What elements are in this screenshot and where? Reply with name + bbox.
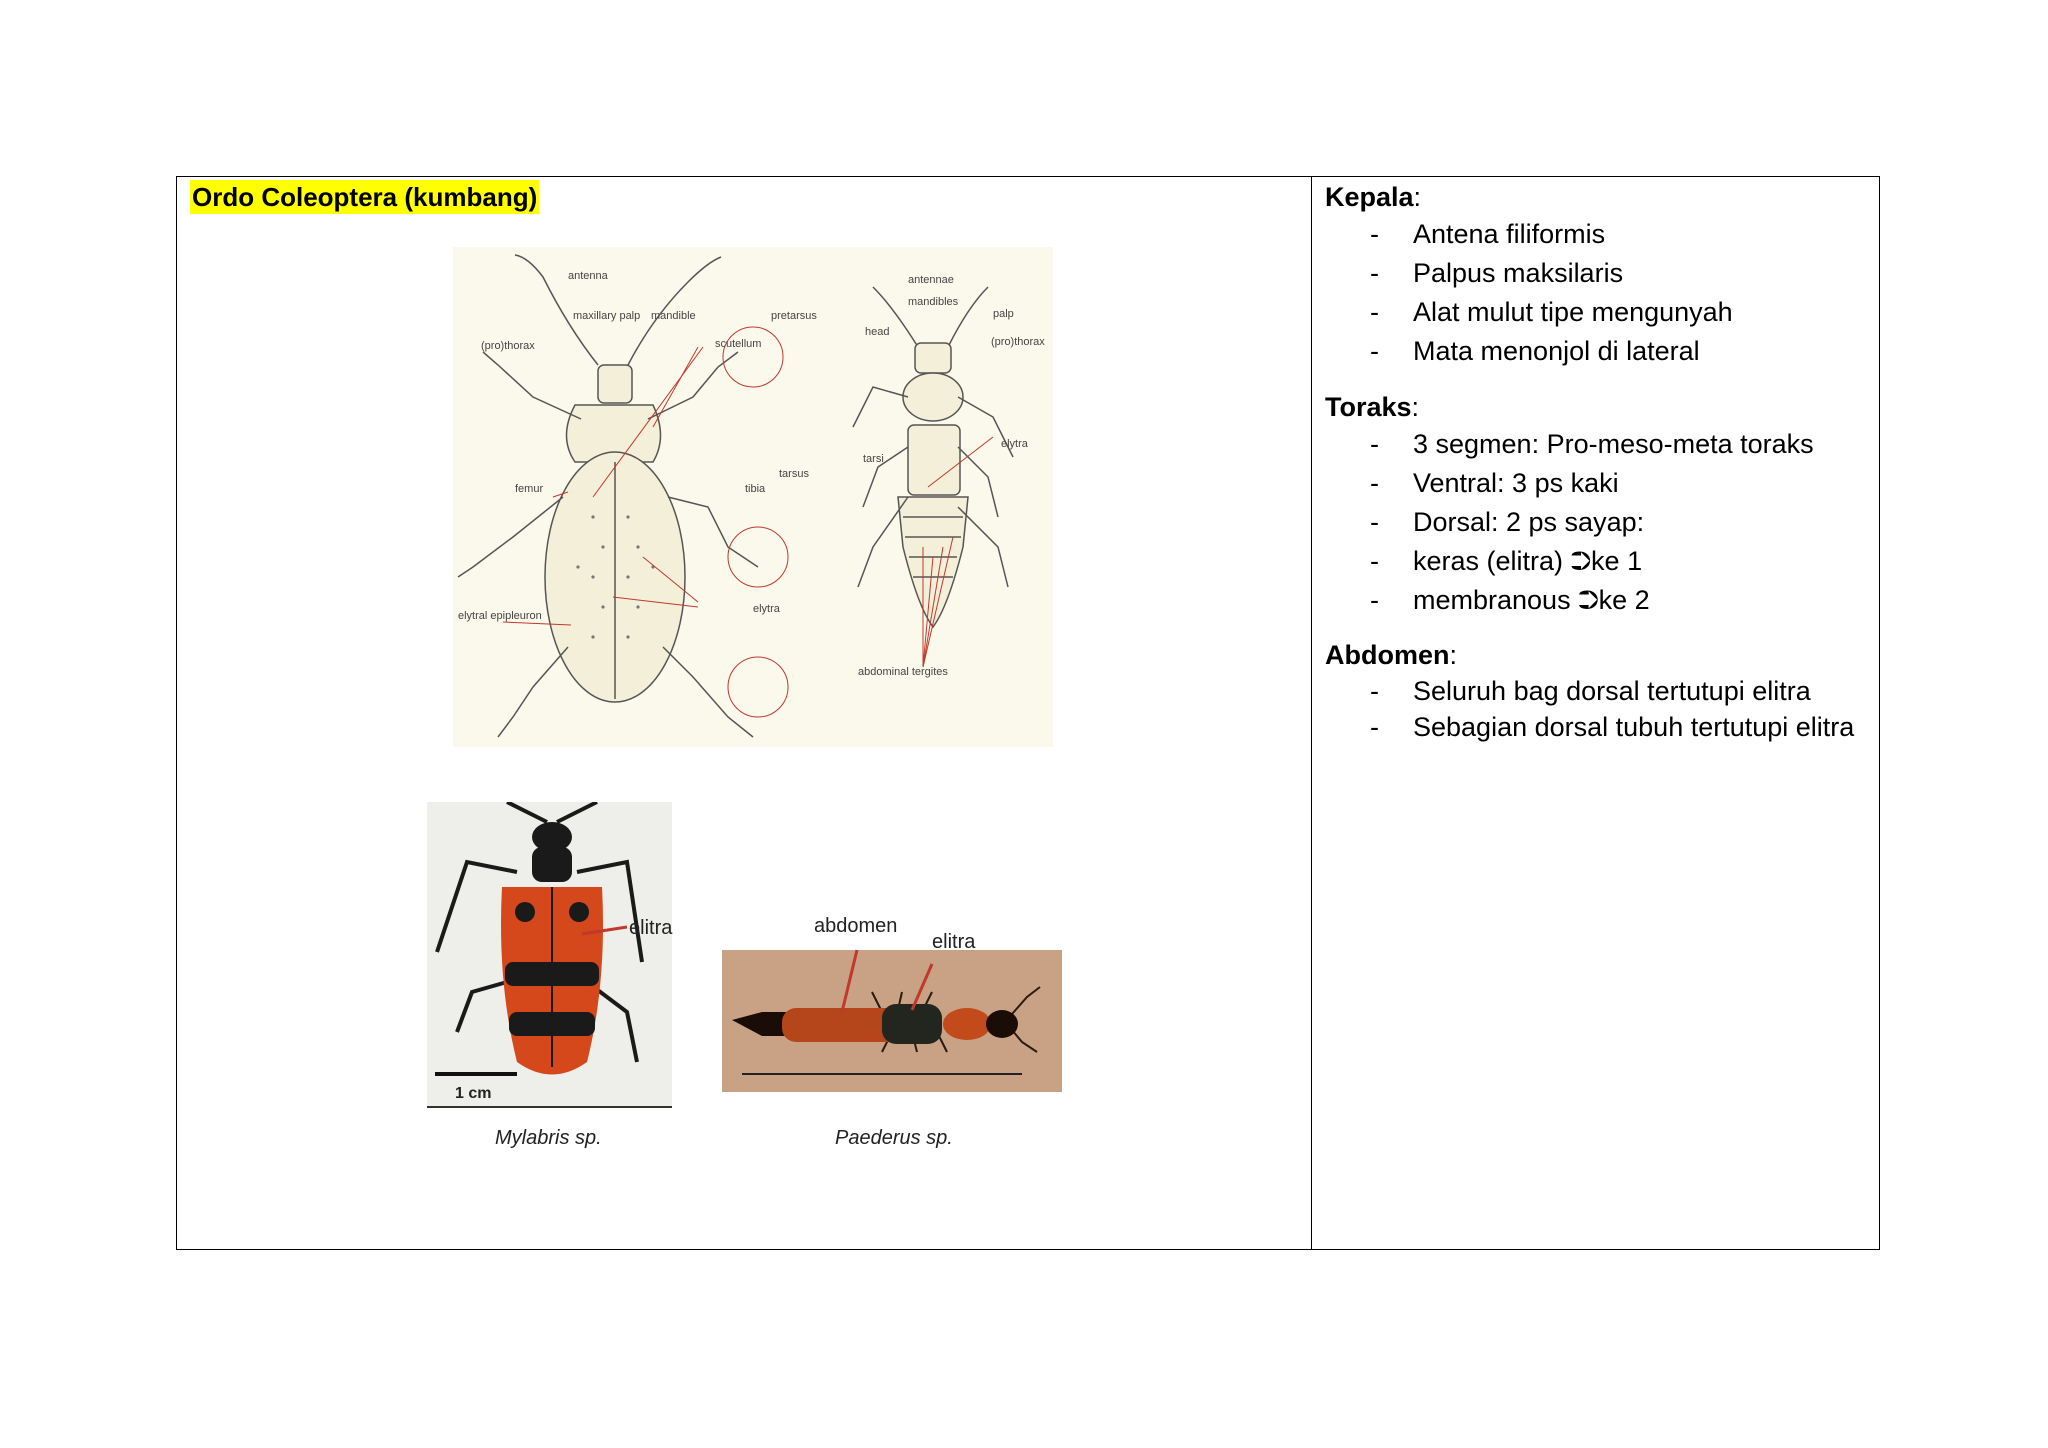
list-item: - Sebagian dorsal tubuh tertutupi elitra: [1370, 712, 1855, 742]
label-maxillary-palp: maxillary palp: [573, 310, 641, 322]
list-item: - Ventral: 3 ps kaki: [1370, 468, 1619, 498]
label-antenna: antenna: [568, 270, 608, 282]
paederus-caption: Paederus sp.: [835, 1127, 953, 1149]
label-tarsi: tarsi: [863, 453, 884, 465]
scale-bar-label: 1 cm: [455, 1085, 492, 1102]
toraks-section: [1325, 389, 1814, 620]
label-elytra-2: elytra: [1001, 438, 1028, 450]
label-palp: palp: [993, 308, 1014, 320]
right-cell: [1312, 177, 1879, 1249]
label-mandibles: mandibles: [908, 296, 959, 308]
section-title: Ordo Coleoptera (kumbang): [192, 182, 538, 212]
list-item: - keras (elitra) ⮊ke 1: [1370, 546, 1643, 576]
label-elytra: elytra: [753, 603, 780, 615]
label-scutellum: scutellum: [715, 338, 762, 350]
list-item: - Mata menonjol di lateral: [1370, 336, 1700, 366]
list-item: - Palpus maksilaris: [1370, 258, 1624, 288]
list-item: - 3 segmen: Pro-meso-meta toraks: [1370, 429, 1814, 459]
label-antennae: antennae: [908, 274, 954, 286]
label-prothorax: (pro)thorax: [481, 340, 535, 352]
abdomen-heading: Abdomen:: [1325, 640, 1458, 670]
list-item: - Seluruh bag dorsal tertutupi elitra: [1370, 676, 1811, 706]
list-item: - Dorsal: 2 ps sayap:: [1370, 507, 1645, 537]
list-item: - Antena filiformis: [1370, 219, 1606, 249]
kepala-list: [1325, 215, 1733, 371]
label-head: head: [865, 326, 890, 338]
kepala-heading: Kepala:: [1325, 182, 1422, 212]
label-mandible: mandible: [651, 310, 696, 322]
label-femur: femur: [515, 483, 544, 495]
paederus-abdomen-label: abdomen: [814, 915, 898, 937]
label-elytral-epipleuron: elytral epipleuron: [458, 610, 542, 622]
list-item: - membranous ⮊ke 2: [1370, 585, 1650, 615]
kepala-section: [1325, 179, 1733, 371]
label-tarsus: tarsus: [779, 468, 809, 480]
label-tibia: tibia: [745, 483, 766, 495]
label-pretarsus: pretarsus: [771, 310, 817, 322]
label-prothorax-2: (pro)thorax: [991, 336, 1045, 348]
content-table: [176, 176, 1880, 1250]
left-cell: [177, 177, 1312, 1249]
paederus-photo: [722, 892, 1072, 1092]
mylabris-elitra-label: elitra: [629, 917, 673, 939]
toraks-list: [1325, 425, 1814, 620]
toraks-heading: Toraks:: [1325, 392, 1420, 422]
mylabris-caption: Mylabris sp.: [495, 1127, 602, 1149]
abdomen-list: [1325, 673, 1854, 745]
mylabris-photo: [427, 802, 677, 1112]
label-abdominal-tergites: abdominal tergites: [858, 666, 948, 678]
list-item: - Alat mulut tipe mengunyah: [1370, 297, 1733, 327]
paederus-elitra-label: elitra: [932, 931, 976, 953]
beetle-anatomy-diagram: [453, 247, 1053, 747]
abdomen-section: [1325, 637, 1854, 745]
